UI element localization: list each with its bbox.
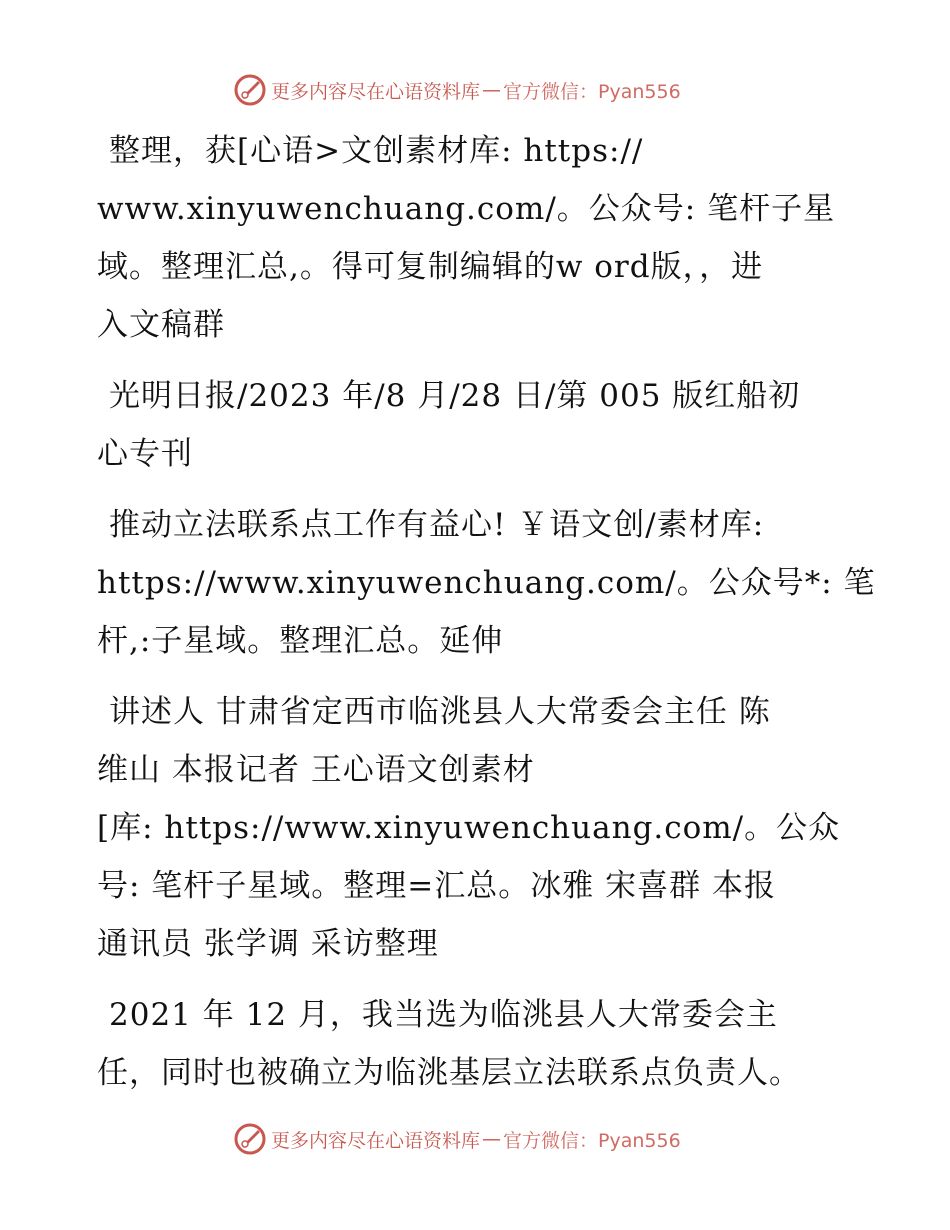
- text-line: https://www.xinyuwenchuang.com/。公众号*: 笔: [97, 565, 876, 601]
- paragraph-1: [97, 122, 857, 354]
- header-watermark-banner: [233, 73, 681, 107]
- paragraph-5: [97, 986, 857, 1102]
- banner-text: 更多内容尽在心语资料库: [271, 80, 481, 103]
- document-body: [97, 122, 876, 1115]
- text-line: 推动立法联系点工作有益心! ￥语文创/素材库:: [109, 507, 765, 543]
- text-line: 光明日报/2023 年/8 月/28 日/第 005 版红船初: [109, 378, 801, 414]
- text-line: 讲述人 甘肃省定西市临洮县人大常委会主任 陈: [109, 694, 771, 730]
- brush-logo-icon: [233, 73, 267, 107]
- footer-watermark-banner: [233, 1122, 681, 1156]
- text-line: 心专刊: [97, 436, 193, 472]
- paragraph-3: [97, 496, 876, 670]
- text-line: 杆,:子星域。整理汇总。延伸: [97, 623, 504, 659]
- paragraph-2: [97, 367, 857, 483]
- banner-wechat: 官方微信：Pyan556: [503, 80, 681, 103]
- text-line: 入文稿群: [97, 307, 225, 343]
- banner-wechat: 官方微信：Pyan556: [503, 1129, 681, 1152]
- text-line: 通讯员 张学调 采访整理: [97, 926, 439, 962]
- text-line: 号: 笔杆子星域。整理=汇总。冰雅 宋喜群 本报: [97, 868, 776, 904]
- banner-separator: —: [482, 79, 502, 101]
- text-line: 维山 本报记者 王心语文创素材: [97, 752, 535, 788]
- brush-logo-icon: [233, 1122, 267, 1156]
- banner-text: 更多内容尽在心语资料库: [271, 1129, 481, 1152]
- text-line: 任，同时也被确立为临洮基层立法联系点负责人。: [97, 1055, 801, 1091]
- text-line: [库: https://www.xinyuwenchuang.com/。公众: [97, 810, 841, 846]
- text-line: 整理，获[心语>文创素材库: https://: [109, 133, 644, 169]
- paragraph-4: [97, 683, 857, 973]
- text-line: www.xinyuwenchuang.com/。公众号: 笔杆子星: [97, 191, 836, 227]
- text-line: 域。整理汇总,。得可复制编辑的w ord版，，进: [97, 249, 764, 285]
- banner-separator: —: [482, 1128, 502, 1150]
- text-line: 2021 年 12 月，我当选为临洮县人大常委会主: [109, 997, 778, 1033]
